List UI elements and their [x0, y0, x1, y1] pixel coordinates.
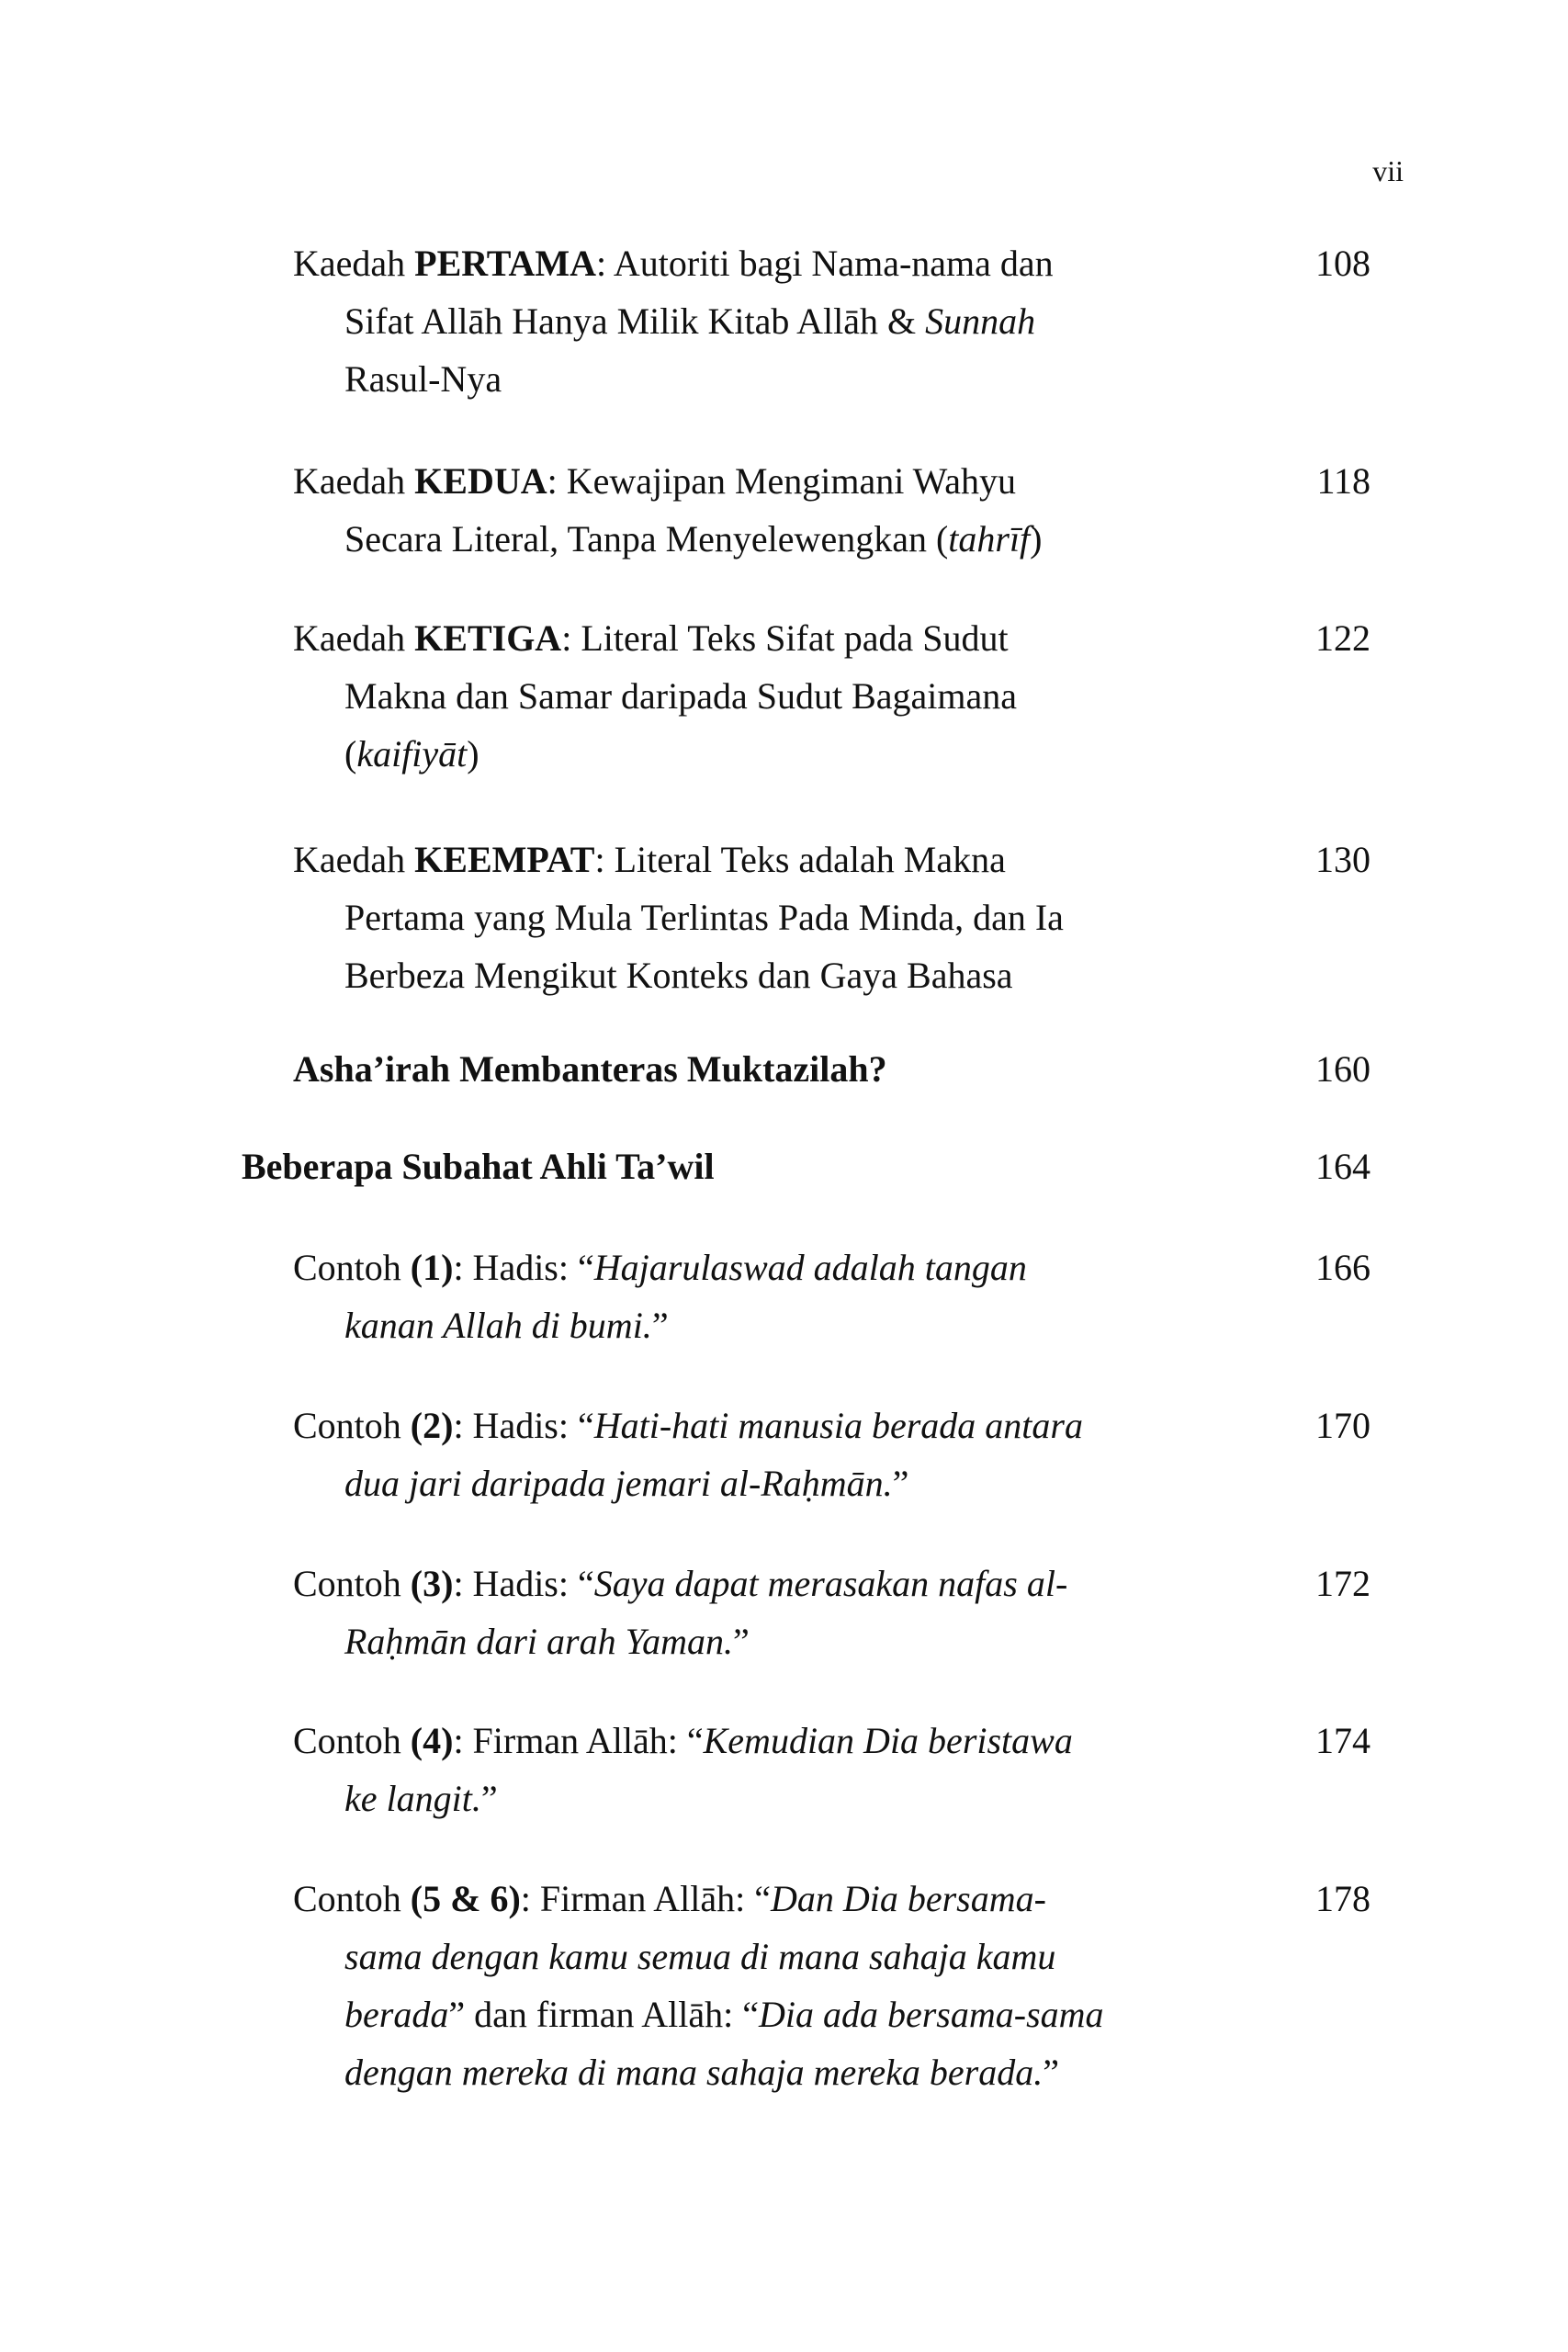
toc-text-italic: Dan Dia bersama-: [770, 1878, 1046, 1919]
toc-label-bold: (5 & 6): [410, 1878, 521, 1919]
toc-page-number: 166: [1315, 1247, 1371, 1288]
toc-entry-line: [293, 946, 1267, 1004]
toc-text: : Hadis: “: [453, 1247, 594, 1288]
toc-page-number: 108: [1315, 243, 1371, 284]
toc-entry-line: [293, 1612, 1267, 1670]
toc-entry-line: [293, 831, 1267, 888]
toc-entry-line: [293, 1238, 1267, 1296]
toc-page-number: 122: [1315, 617, 1371, 659]
toc-entry-line: [293, 1040, 1267, 1098]
toc-text: ): [467, 733, 479, 775]
toc-entry-line: [242, 1137, 1215, 1195]
toc-entry-line: [293, 1454, 1267, 1512]
toc-page-number: 178: [1315, 1878, 1371, 1919]
toc-label-bold: PERTAMA: [414, 243, 596, 284]
toc-text: Kaedah: [293, 617, 415, 659]
toc-text: Contoh: [293, 1405, 411, 1446]
toc-entry-line: [293, 1296, 1267, 1354]
toc-text-italic: dengan mereka di mana sahaja mereka berada.: [344, 2052, 1043, 2093]
toc-text-italic: sama dengan kamu semua di mana sahaja kamu: [344, 1936, 1056, 1977]
toc-label-bold: (3): [410, 1563, 454, 1604]
toc-text-italic: dua jari daripada jemari al-Raḥmān.: [344, 1463, 893, 1504]
toc-entry-title: [242, 1137, 1215, 1195]
toc-entry-line: [293, 725, 1267, 783]
toc-text: : Firman Allāh: “: [453, 1720, 704, 1761]
toc-text: Secara Literal, Tanpa Menyelewengkan (: [344, 518, 949, 560]
toc-text-italic: Kemudian Dia beristawa: [703, 1720, 1073, 1761]
toc-label-bold: KEEMPAT: [414, 839, 595, 880]
toc-text: : Literal Teks Sifat pada Sudut: [561, 617, 1009, 659]
toc-text: Kaedah: [293, 460, 415, 502]
toc-page-number: 174: [1315, 1720, 1371, 1761]
toc-text: Asha’irah Membanteras Muktazilah?: [293, 1048, 887, 1090]
toc-entry-line: [293, 350, 1267, 408]
toc-entry-line: [293, 1712, 1267, 1770]
toc-entry-line: [293, 452, 1267, 510]
toc-text: : Hadis: “: [453, 1405, 594, 1446]
toc-text: Contoh: [293, 1878, 411, 1919]
toc-label-bold: (4): [410, 1720, 454, 1761]
toc-text-italic: Sunnah: [925, 300, 1036, 342]
toc-text-italic: kanan Allah di bumi.: [344, 1305, 652, 1346]
toc-text: Contoh: [293, 1563, 411, 1604]
toc-text-italic: ke langit.: [344, 1778, 481, 1819]
toc-text: : Firman Allāh: “: [520, 1878, 771, 1919]
toc-text-italic: Saya dapat merasakan nafas al-: [593, 1563, 1068, 1604]
toc-label-bold: KETIGA: [414, 617, 562, 659]
toc-text: Sifat Allāh Hanya Milik Kitab Allāh &: [344, 300, 926, 342]
toc-entry-title: [293, 1555, 1267, 1670]
toc-page-number: 170: [1315, 1405, 1371, 1446]
toc-entry-line: [293, 2043, 1267, 2101]
toc-entry-line: [293, 1928, 1267, 1985]
toc-entry-title: [293, 831, 1267, 1004]
toc-entry-line: [293, 1870, 1267, 1928]
toc-text: : Kewajipan Mengimani Wahyu: [547, 460, 1016, 502]
toc-page-number: 172: [1315, 1563, 1371, 1604]
toc-entry-line: [293, 609, 1267, 667]
toc-page-number: 118: [1316, 460, 1371, 502]
toc-text: ): [1030, 518, 1043, 560]
toc-entry-title: [293, 1870, 1267, 2101]
toc-text: : Hadis: “: [453, 1563, 594, 1604]
toc-page-number: 130: [1315, 839, 1371, 880]
toc-text: Contoh: [293, 1720, 411, 1761]
toc-entry-line: [293, 234, 1267, 292]
toc-entry-title: [293, 609, 1267, 783]
toc-label-bold: KEDUA: [414, 460, 547, 502]
toc-text: : Literal Teks adalah Makna: [594, 839, 1006, 880]
page-number: vii: [1372, 154, 1404, 187]
toc-text-italic: tahrīf: [948, 518, 1031, 560]
toc-entry-line: [293, 888, 1267, 946]
toc-text: ”: [733, 1621, 750, 1662]
toc-entry-line: [293, 292, 1267, 350]
toc-text-italic: Hajarulaswad adalah tangan: [593, 1247, 1027, 1288]
toc-entry-line: [293, 510, 1267, 568]
toc-text: (: [344, 733, 357, 775]
toc-entry-title: [293, 1712, 1267, 1827]
toc-text: : Autoriti bagi Nama-nama dan: [596, 243, 1054, 284]
toc-text: Contoh: [293, 1247, 411, 1288]
toc-text: ”: [480, 1778, 498, 1819]
toc-entry-title: [293, 1040, 1267, 1098]
toc-entry-title: [293, 234, 1267, 408]
toc-text: Beberapa Subahat Ahli Ta’wil: [242, 1146, 715, 1187]
toc-text-italic: kaifiyāt: [356, 733, 468, 775]
toc-label-bold: (2): [410, 1405, 454, 1446]
toc-entry-line: [293, 1985, 1267, 2043]
toc-entry-line: [293, 1770, 1267, 1827]
toc-text: Kaedah: [293, 839, 415, 880]
toc-text-italic: Dia ada bersama-sama: [758, 1994, 1104, 2035]
toc-page-number: 164: [1315, 1146, 1371, 1187]
toc-text: ”: [1043, 2052, 1059, 2093]
toc-entry-title: [293, 1396, 1267, 1512]
toc-text: Rasul-Nya: [344, 358, 502, 400]
toc-text: ” dan firman Allāh: “: [448, 1994, 759, 2035]
toc-entry-title: [293, 1238, 1267, 1354]
toc-text-italic: berada: [344, 1994, 449, 2035]
toc-page-number: 160: [1315, 1048, 1371, 1090]
toc-entry-line: [293, 1396, 1267, 1454]
toc-text: ”: [651, 1305, 669, 1346]
toc-entry-line: [293, 1555, 1267, 1612]
toc-label-bold: (1): [410, 1247, 454, 1288]
toc-text-italic: Raḥmān dari arah Yaman.: [344, 1621, 734, 1662]
toc-text: Berbeza Mengikut Konteks dan Gaya Bahasa: [344, 955, 1013, 996]
toc-text: Kaedah: [293, 243, 415, 284]
toc-entry-title: [293, 452, 1267, 568]
toc-text: ”: [892, 1463, 909, 1504]
toc-text-italic: Hati-hati manusia berada antara: [593, 1405, 1083, 1446]
toc-text: Makna dan Samar daripada Sudut Bagaimana: [344, 675, 1017, 717]
toc-entry-line: [293, 667, 1267, 725]
toc-text: Pertama yang Mula Terlintas Pada Minda, dan Ia: [344, 897, 1064, 938]
